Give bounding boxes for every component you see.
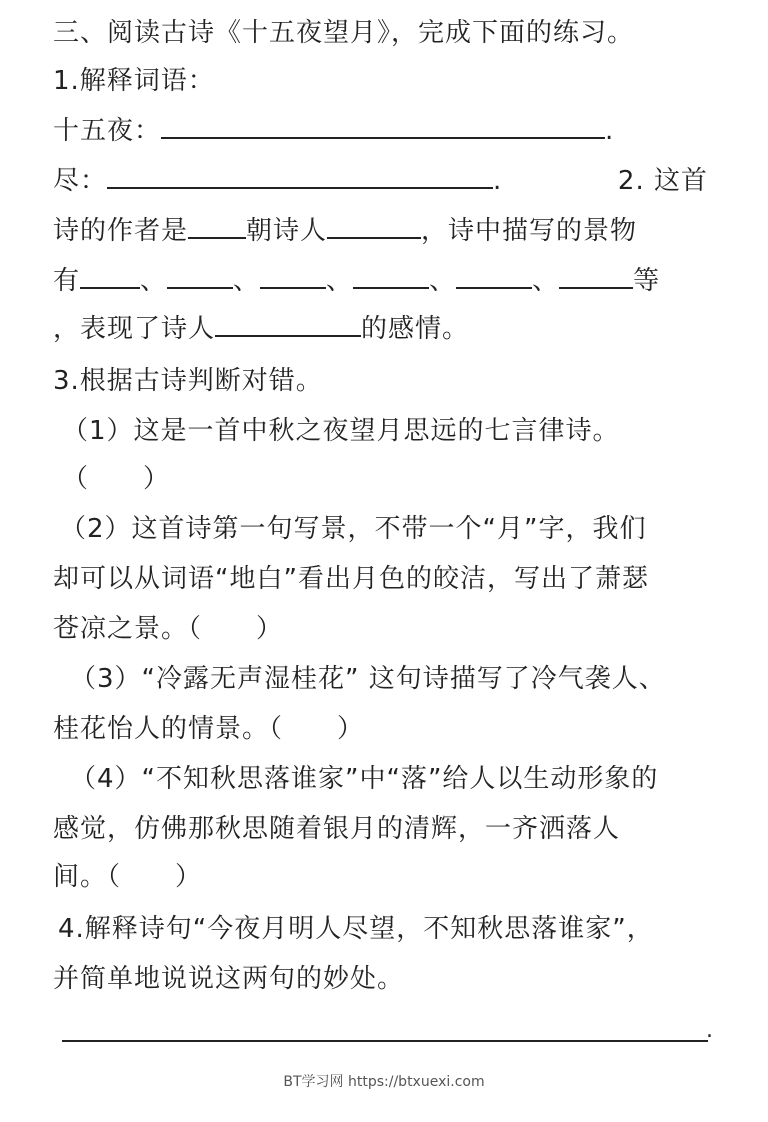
q3-item2-line1: （2）这首诗第一句写景，不带一个“月”字，我们: [60, 514, 647, 544]
q2-scene-blank-3[interactable]: [260, 265, 326, 289]
q3-item2-line3: 苍凉之景。（ ）: [53, 614, 284, 644]
q2-scene-blank-2[interactable]: [167, 265, 233, 289]
q2-scene-blank-5[interactable]: [456, 265, 532, 289]
section-title: 三、阅读古诗《十五夜望月》，完成下面的练习。: [53, 18, 635, 48]
q2-scene-blank-4[interactable]: [353, 265, 429, 289]
q4-answer-line[interactable]: [62, 1040, 708, 1042]
separator: 、: [429, 266, 457, 296]
q2-line2: [53, 264, 660, 298]
q1-term2-row: [53, 164, 708, 198]
separator: 、: [326, 266, 354, 296]
q3-item2-line2: 却可以从词语“地白”看出月色的皎洁，写出了萧瑟: [53, 564, 649, 594]
separator: 、: [233, 266, 261, 296]
q1-term2-end: .: [493, 166, 503, 196]
q4-line1: 4.解释诗句“今夜月明人尽望，不知秋思落谁家”，: [58, 914, 654, 944]
q2-dynasty-blank[interactable]: [188, 215, 246, 239]
q2-author-label: 诗的作者是: [53, 216, 189, 246]
q1-term1-label: 十五夜：: [53, 116, 162, 146]
q3-item4-line2: 感觉，仿佛那秋思随着银月的清辉，一齐洒落人: [53, 814, 621, 844]
q2-feeling-label: 的感情。: [361, 314, 470, 344]
q1-term2-blank[interactable]: [107, 165, 493, 189]
q1-heading: 1.解释词语：: [53, 66, 215, 96]
q3-item3-line1: （3）“冷露无声湿桂花” 这句诗描写了冷气袭人、: [70, 664, 666, 694]
q1-term1-end: .: [605, 116, 615, 146]
footer-watermark: BT学习网 https://btxuexi.com: [283, 1074, 485, 1090]
q2-scene-blank-1[interactable]: [80, 265, 140, 289]
q3-item3-line2: 桂花怡人的情景。（ ）: [53, 714, 365, 744]
q2-poet-label: 朝诗人: [246, 216, 328, 246]
q2-etc-label: 等: [633, 266, 661, 296]
separator: 、: [532, 266, 560, 296]
q2-express-label: ，表现了诗人: [53, 314, 216, 344]
q3-item1-answer[interactable]: （ ）: [62, 464, 171, 494]
q2-line1: [53, 214, 637, 248]
q4-line2: 并简单地说说这两句的妙处。: [53, 964, 405, 994]
q3-item1: （1）这是一首中秋之夜望月思远的七言律诗。: [62, 416, 620, 446]
q2-poet-blank[interactable]: [327, 215, 421, 239]
q2-line3: [53, 312, 469, 346]
q2-have-label: 有: [53, 266, 81, 296]
q2-start: 2. 这首: [617, 166, 708, 196]
q4-answer-end: .: [706, 1018, 713, 1043]
q2-scene-blank-6[interactable]: [559, 265, 633, 289]
q1-term1-row: [53, 114, 614, 148]
q1-term2-label: 尽：: [53, 166, 108, 196]
q3-heading: 3.根据古诗判断对错。: [53, 366, 323, 396]
q3-item4-line1: （4）“不知秋思落谁家”中“落”给人以生动形象的: [70, 764, 659, 794]
q3-item4-line3: 间。（ ）: [53, 862, 203, 892]
separator: 、: [140, 266, 168, 296]
q2-feeling-blank[interactable]: [215, 313, 361, 337]
q1-term1-blank[interactable]: [161, 115, 605, 139]
q2-scene-label: ，诗中描写的景物: [421, 216, 638, 246]
